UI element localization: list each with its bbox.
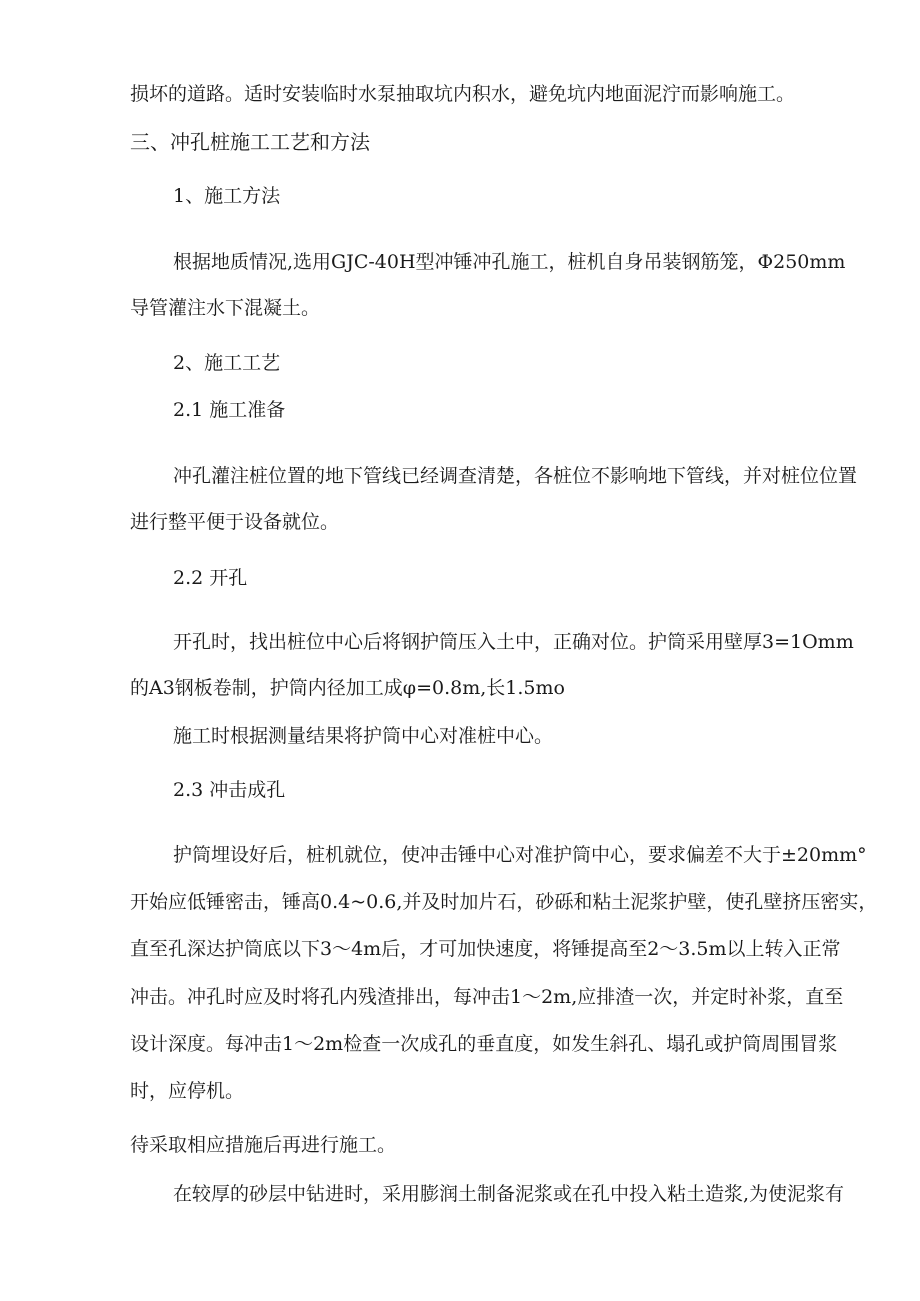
prep-para-line: 进行整平便于设备就位。 bbox=[130, 511, 340, 533]
open-para-line: 开孔时，找出桩位中心后将钢护筒压入土中，正确对位。护筒采用壁厚3=1Omm bbox=[173, 631, 854, 653]
sand-line: 在较厚的砂层中钻进时，采用膨润土制备泥浆或在孔中投入粘土造浆,为使泥浆有 bbox=[173, 1183, 845, 1205]
process-heading: 2、施工工艺 bbox=[173, 352, 281, 374]
impact-para-line: 护筒埋设好后，桩机就位，使冲击锤中心对准护筒中心，要求偏差不大于±20mm° bbox=[173, 844, 867, 866]
section-heading: 三、冲孔桩施工工艺和方法 bbox=[130, 130, 370, 154]
intro-line: 损坏的道路。适时安装临时水泵抽取坑内积水，避免坑内地面泥泞而影响施工。 bbox=[130, 83, 796, 105]
prep-heading: 2.1 施工准备 bbox=[173, 399, 286, 421]
method-para-line: 根据地质情况,选用GJC-40H型冲锤冲孔施工，桩机自身吊装钢筋笼，Φ250mm bbox=[173, 251, 846, 273]
method-heading: 1、施工方法 bbox=[173, 185, 281, 207]
impact-para-line: 时，应停机。 bbox=[130, 1080, 245, 1102]
after-line: 待采取相应措施后再进行施工。 bbox=[130, 1134, 397, 1156]
impact-para-line: 设计深度。每冲击1～2m检查一次成孔的垂直度，如发生斜孔、塌孔或护筒周围冒浆 bbox=[130, 1033, 838, 1055]
impact-para-line: 直至孔深达护筒底以下3～4m后，才可加快速度，将锤提高至2～3.5m以上转入正常 bbox=[130, 938, 841, 960]
open-heading: 2.2 开孔 bbox=[173, 567, 248, 589]
impact-heading: 2.3 冲击成孔 bbox=[173, 779, 286, 801]
impact-para-line: 冲击。冲孔时应及时将孔内残渣排出，每冲击1～2m,应排渣一次，并定时补浆，直至 bbox=[130, 986, 844, 1008]
method-para-line: 导管灌注水下混凝土。 bbox=[130, 297, 321, 319]
prep-para-line: 冲孔灌注桩位置的地下管线已经调查清楚，各桩位不影响地下管线，并对桩位位置 bbox=[173, 465, 858, 487]
open-note: 施工时根据测量结果将护筒中心对准桩中心。 bbox=[173, 725, 554, 747]
open-para-line: 的A3钢板卷制，护筒内径加工成φ=0.8m,长1.5mo bbox=[130, 677, 565, 699]
impact-para-line: 开始应低锤密击，锤高0.4~0.6,并及时加片石，砂砾和粘土泥浆护壁，使孔壁挤压密实， bbox=[130, 891, 878, 913]
